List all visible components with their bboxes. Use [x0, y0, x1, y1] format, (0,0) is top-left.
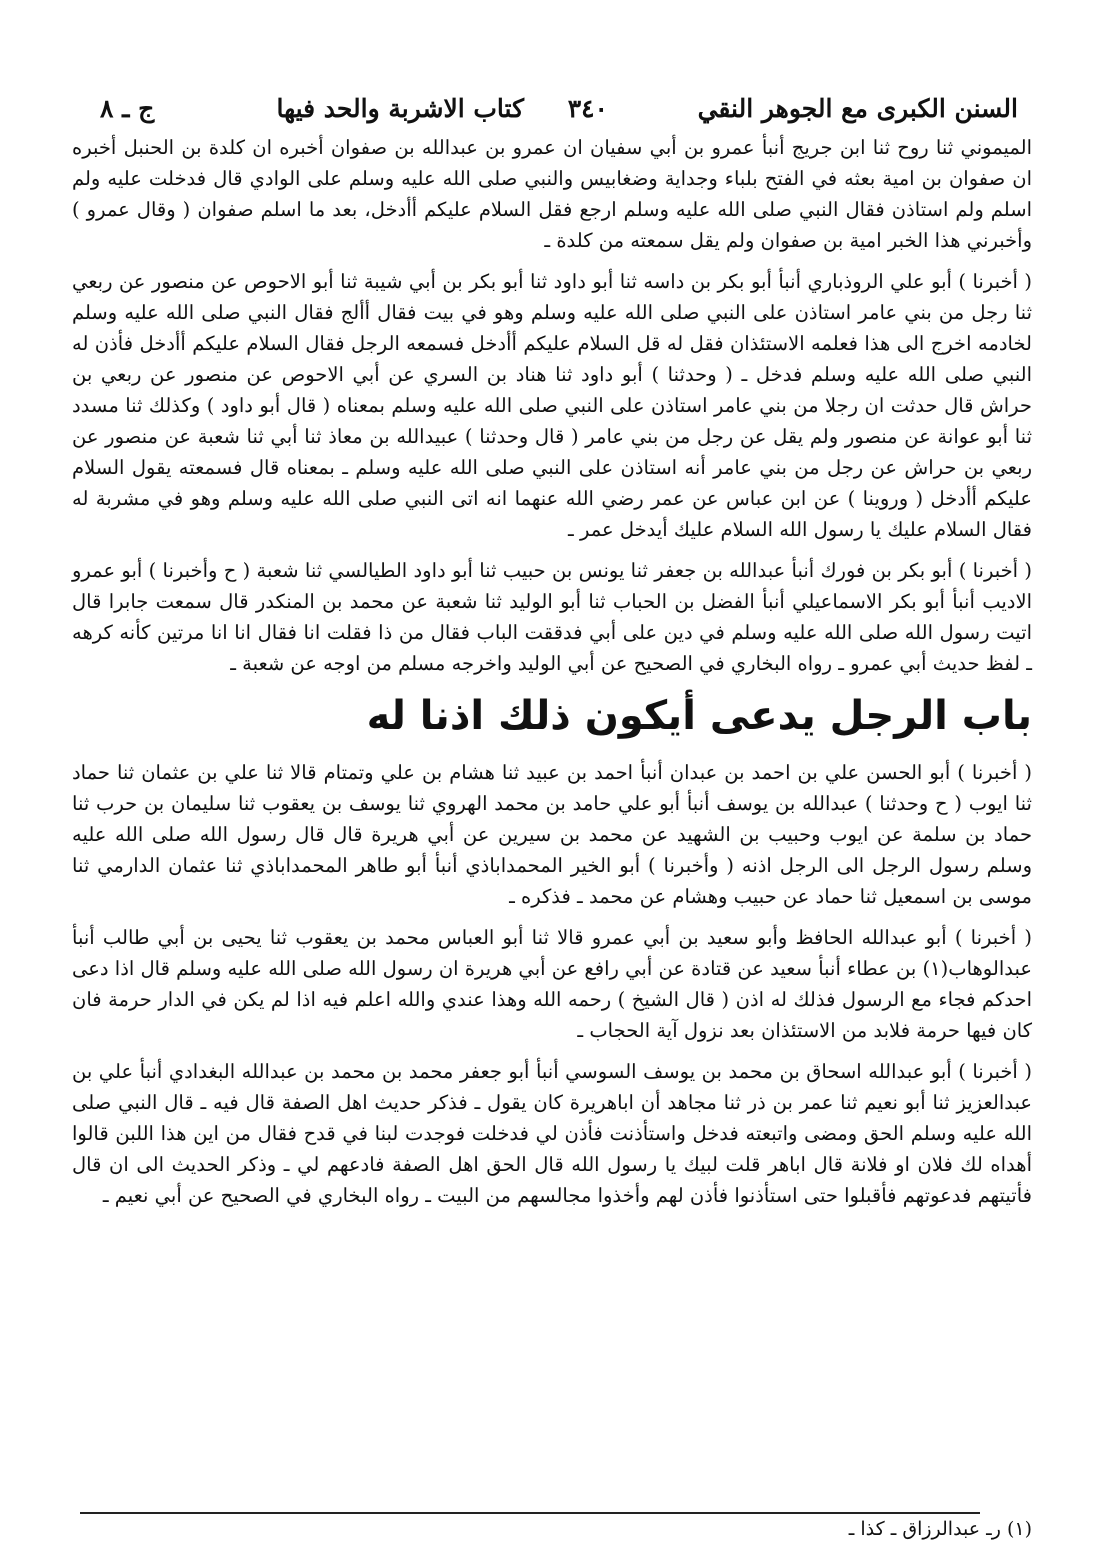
paragraph: ( أخبرنا ) أبو عبدالله اسحاق بن محمد بن يوسف السوسي أنبأ أبو جعفر محمد بن محمد بن عبدالله البغدادي أنبأ علي بن عبدالعزيز ثنا أبو نعيم ثنا عمر بن ذر ثنا مجاهد أن اباهريرة كان يقول ـ فذكر حديث اهل الصفة قال فيه ـ قال النبي صلى الله عليه وسلم الحق ومضى واتبعته فدخل واستأذنت فأذن لي فدخلت فوجدت لبنا في قدح فقال من اين هذا اللبن قالوا أهداه لك فلان او فلانة قال اباهر قلت لبيك يا رسول الله قال الحق اهل الصفة فادعهم لي ـ وذكر الحديث الى ان قال فأتيتهم فدعوتهم فأقبلوا حتى استأذنوا فأذن لهم وأخذوا مجالسهم من البيت ـ رواه البخاري في الصحيح عن أبي نعيم ـ — [72, 1060, 1032, 1207]
running-header — [72, 88, 1032, 132]
paragraph: ( أخبرنا ) أبو بكر بن فورك أنبأ عبدالله بن جعفر ثنا يونس بن حبيب ثنا أبو داود الطيالسي ثنا شعبة ( ح وأخبرنا ) أبو عمرو الاديب أنبأ أبو بكر الاسماعيلي أنبأ الفضل بن الحباب ثنا أبو الوليد ثنا شعبة عن محمد بن المنكدر قال سمعت جابرا قال اتيت رسول الله صلى الله عليه وسلم في دين على أبي فدققت الباب فقال من ذا فقلت انا فقال انا انا مرتين كأنه كرهه ـ لفظ حديث أبي عمرو ـ رواه البخاري في الصحيح عن أبي الوليد واخرجه مسلم من اوجه عن شعبة ـ — [72, 559, 1032, 675]
section-title: باب الرجل يدعى أيكون ذلك اذنا له — [366, 693, 1032, 739]
main-text — [72, 132, 1032, 1211]
footnote: (١) رـ عبدالرزاق ـ كذا ـ — [848, 1518, 1032, 1540]
chapter-heading: كتاب الاشربة والحد فيها — [276, 94, 524, 123]
volume-number: ج ـ ٨ — [100, 94, 155, 123]
book-title: السنن الكبرى مع الجوهر النقي — [697, 94, 1018, 123]
paragraph: الميموني ثنا روح ثنا ابن جريج أنبأ عمرو بن أبي سفيان ان عمرو بن عبدالله بن صفوان أخبره ان كلدة بن الحنبل أخبره ان صفوان بن امية بعثه في الفتح بلباء وجداية وضغابيس والنبي صلى الله عليه وسلم على الوادي قال فدخلت عليه ولم اسلم ولم استاذن فقال النبي صلى الله عليه وسلم ارجع فقل السلام عليكم أأدخل، بعد ما اسلم صفوان ( وقال عمرو ) وأخبرني هذا الخبر امية بن صفوان ولم يقل سمعته من كلدة ـ — [72, 136, 1032, 252]
document-page — [72, 88, 1032, 1548]
paragraph: ( أخبرنا ) أبو الحسن علي بن احمد بن عبدان أنبأ احمد بن عبيد ثنا هشام بن علي وتمتام قالا ثنا علي بن عثمان ثنا حماد ثنا ايوب ( ح وحدثنا ) عبدالله بن يوسف أنبأ أبو علي حامد بن محمد الهروي ثنا يوسف بن يعقوب ثنا سليمان بن حرب ثنا حماد بن سلمة عن ايوب وحبيب بن الشهيد عن محمد بن سيرين عن أبي هريرة قال قال رسول الله صلى الله عليه وسلم رسول الرجل الى الرجل اذنه ( وأخبرنا ) أبو الخير المحمداباذي أنبأ أبو طاهر المحمداباذي ثنا عثمان الدارمي ثنا موسى بن اسمعيل ثنا حماد عن حبيب وهشام عن محمد ـ فذكره ـ — [72, 761, 1032, 908]
paragraph: ( أخبرنا ) أبو علي الروذباري أنبأ أبو بكر بن داسه ثنا أبو داود ثنا أبو بكر بن أبي شيبة ثنا أبو الاحوص عن منصور عن ربعي ثنا رجل من بني عامر استاذن على النبي صلى الله عليه وسلم وهو في بيت فقال أألج فقال النبي صلى الله عليه وسلم لخادمه اخرج الى هذا فعلمه الاستئذان فقل له قل السلام عليكم أأدخل فسمعه الرجل فقال السلام عليكم أأدخل فأذن له النبي صلى الله عليه وسلم فدخل ـ ( وحدثنا ) أبو داود ثنا هناد بن السري عن أبي الاحوص عن منصور عن ربعي بن حراش قال حدثت ان رجلا من بني عامر استاذن على النبي صلى الله عليه وسلم بمعناه ( قال أبو داود ) وكذلك ثنا مسدد ثنا أبو عوانة عن منصور ولم يقل عن رجل من بني عامر ( قال وحدثنا ) عبيدالله بن معاذ ثنا أبي ثنا شعبة عن منصور عن ربعي بن حراش عن رجل من بني عامر أنه استاذن على النبي صلى الله عليه وسلم ـ بمعناه قال فسمعته يقول السلام عليكم أأدخل ( وروينا ) عن ابن عباس عن عمر رضي الله عنهما انه اتى النبي صلى الله عليه وسلم وهو في مشربة له فقال السلام عليك يا رسول الله السلام عليك أيدخل عمر ـ — [72, 270, 1032, 541]
page-number: ٣٤٠ — [567, 94, 608, 123]
paragraph: ( أخبرنا ) أبو عبدالله الحافظ وأبو سعيد بن أبي عمرو قالا ثنا أبو العباس محمد بن يعقوب ثنا يحيى بن أبي طالب أنبأ عبدالوهاب(١) بن عطاء أنبأ سعيد عن قتادة عن أبي رافع عن أبي هريرة ان رسول الله صلى الله عليه وسلم قال اذا دعى احدكم فجاء مع الرسول فذلك له اذن ( قال الشيخ ) رحمه الله وهذا عندي والله اعلم فيه اذا لم يكن في الدار حرمة فان كان فيها حرمة فلابد من الاستئذان بعد نزول آية الحجاب ـ — [72, 926, 1032, 1042]
footnote-divider — [80, 1512, 980, 1514]
